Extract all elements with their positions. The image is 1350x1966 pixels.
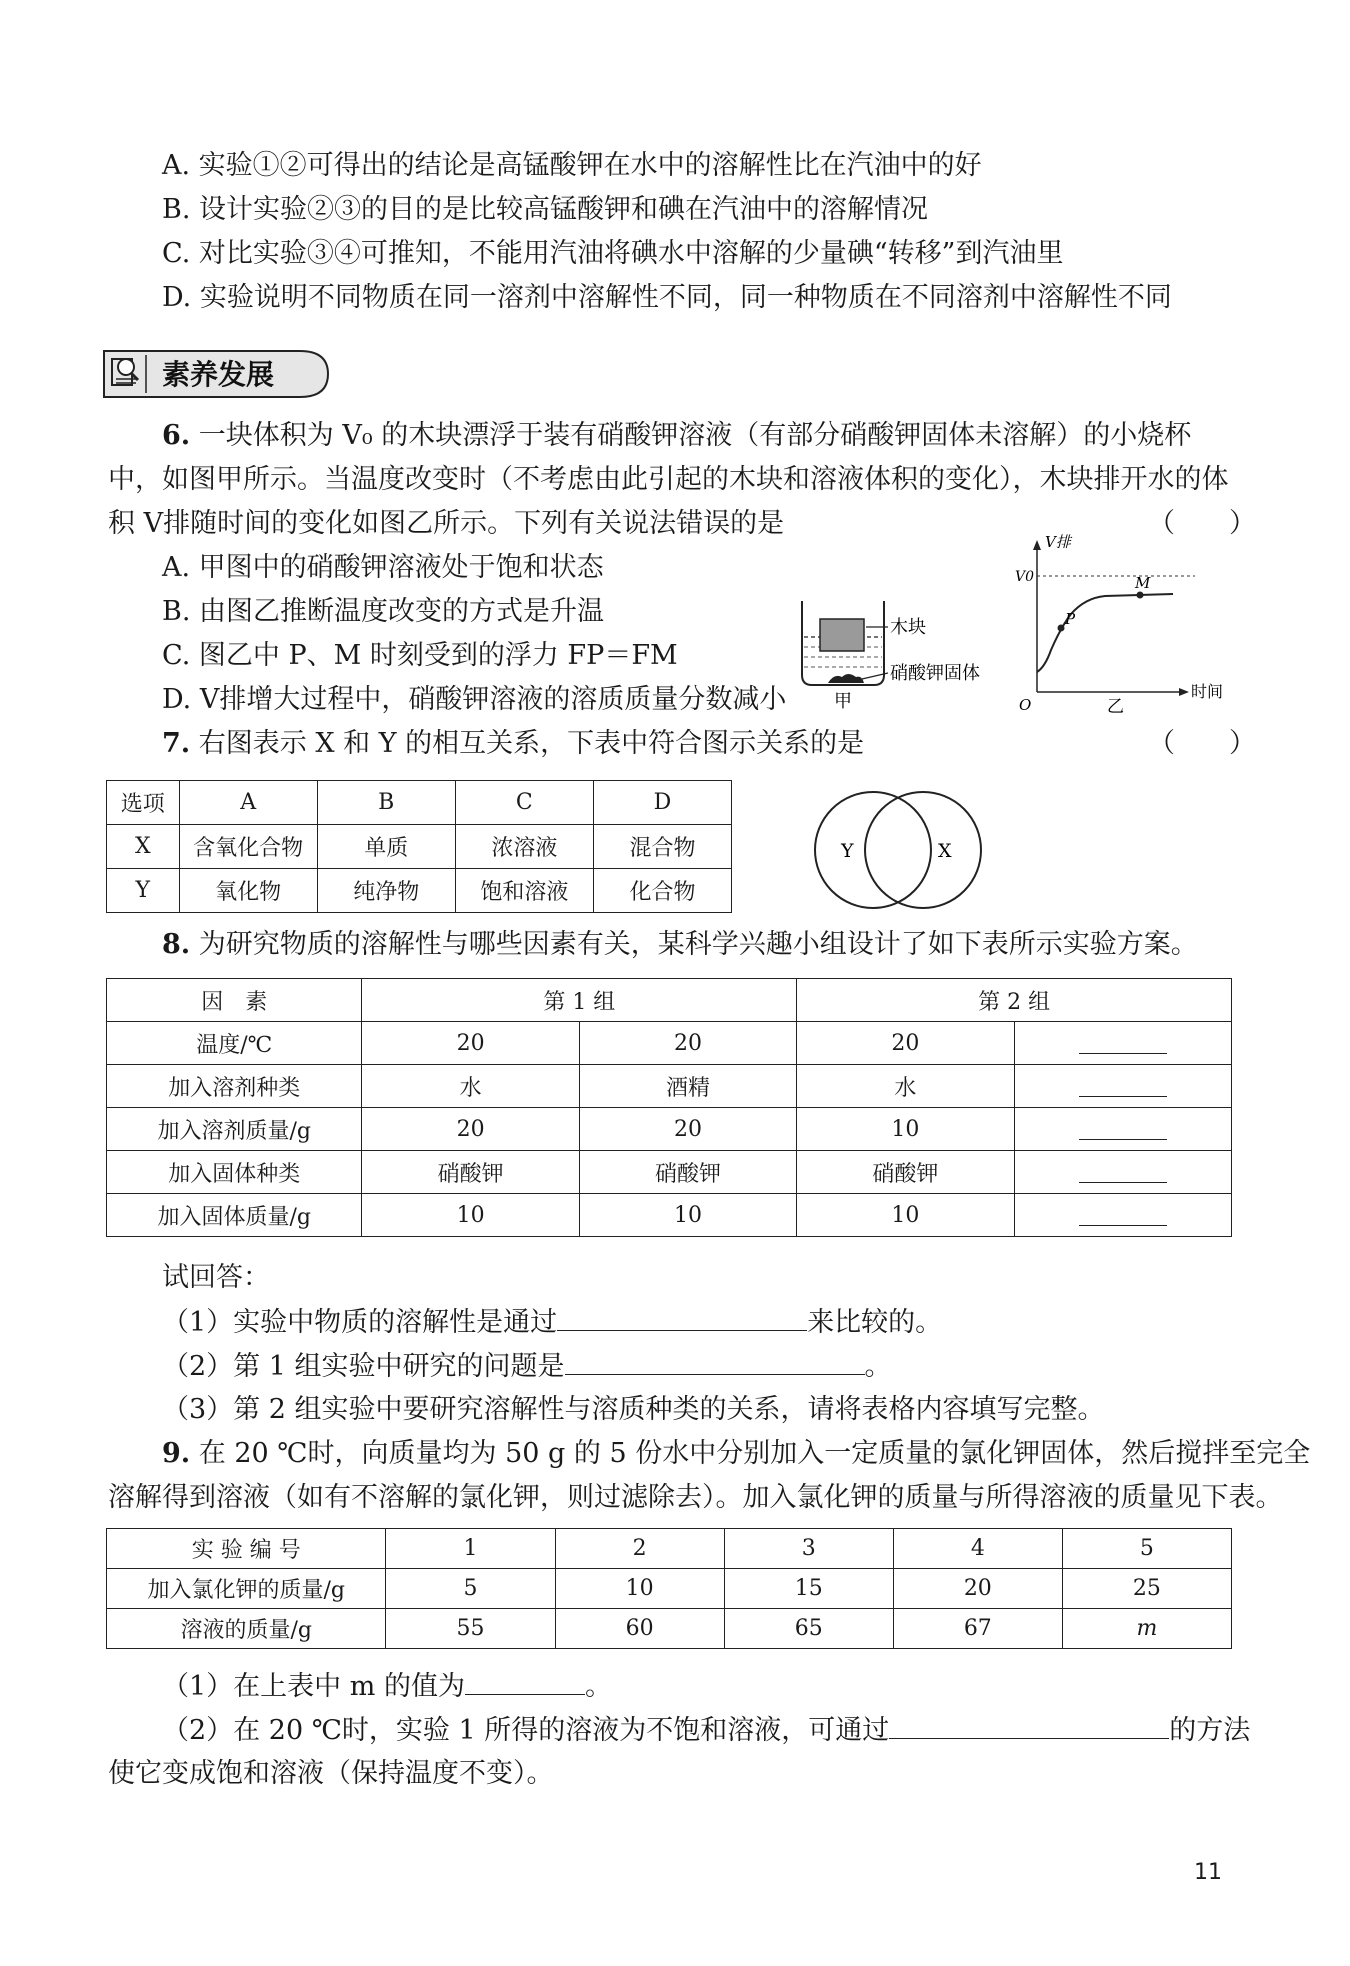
q7-cell: 氧化物 xyxy=(179,869,317,913)
q9-cell: 65 xyxy=(724,1609,893,1649)
q6-text-1: 一块体积为 V₀ 的木块漂浮于装有硝酸钾溶液（有部分硝酸钾固体未溶解）的小烧杯 xyxy=(198,420,1192,451)
q9-sub2-cont: 使它变成饱和溶液（保持温度不变）。 xyxy=(108,1758,554,1789)
section-header xyxy=(100,345,332,403)
q8-cell: 20 xyxy=(579,1022,796,1065)
venn-circle-x xyxy=(865,792,981,908)
q9-sub1-blank[interactable] xyxy=(465,1668,585,1695)
q8-cell: 10 xyxy=(362,1194,579,1237)
q9-cell: 实 验 编 号 xyxy=(107,1529,386,1569)
q6-line3: 积 V排随时间的变化如图乙所示。下列有关说法错误的是 xyxy=(108,508,785,539)
q9-cell: m xyxy=(1062,1609,1231,1649)
q7-cell: 化合物 xyxy=(593,869,731,913)
q9-sub1 xyxy=(162,1668,612,1705)
q8-sub1-tail: 来比较的。 xyxy=(807,1307,943,1338)
q7-table xyxy=(106,780,732,913)
q9-line1 xyxy=(162,1436,1310,1472)
table-row xyxy=(107,1151,1232,1194)
q9-cell: 4 xyxy=(893,1529,1062,1569)
q7-number: 7. xyxy=(162,728,191,759)
label-solid: 硝酸钾固体 xyxy=(890,663,980,684)
q6-line2: 中，如图甲所示。当温度改变时（不考虑由此引起的木块和溶液体积的变化），木块排开水的体 xyxy=(108,464,1229,495)
q8-cell: 加入溶剂质量/g xyxy=(107,1108,362,1151)
fill-blank-solid-mass[interactable] xyxy=(1079,1199,1167,1226)
q8-answer-intro: 试回答： xyxy=(162,1262,270,1293)
q9-cell: 5 xyxy=(1062,1529,1231,1569)
q7-cell: 含氧化合物 xyxy=(179,825,317,869)
q8-cell: 10 xyxy=(797,1108,1014,1151)
q8-table xyxy=(106,978,1232,1237)
q8-cell: 因 素 xyxy=(107,979,362,1022)
page-number: 11 xyxy=(1194,1860,1222,1885)
q9-sub2 xyxy=(162,1712,1250,1749)
q9-cell: 60 xyxy=(555,1609,724,1649)
q8-text: 为研究物质的溶解性与哪些因素有关，某科学兴趣小组设计了如下表所示实验方案。 xyxy=(198,929,1198,960)
q8-cell xyxy=(1014,1065,1231,1108)
q9-cell: 加入氯化钾的质量/g xyxy=(107,1569,386,1609)
table-row xyxy=(107,1569,1232,1609)
q9-number: 9. xyxy=(162,1438,191,1469)
q9-cell: 15 xyxy=(724,1569,893,1609)
q9-cell: 10 xyxy=(555,1569,724,1609)
q8-cell: 第 2 组 xyxy=(797,979,1232,1022)
q8-sub2-text: （2）第 1 组实验中研究的问题是 xyxy=(162,1351,565,1382)
caption-jia: 甲 xyxy=(834,691,852,712)
q9-sub1-text: （1）在上表中 m 的值为 xyxy=(162,1671,465,1702)
q8-sub2-tail: 。 xyxy=(864,1351,892,1382)
q8-line xyxy=(162,927,1198,963)
q9-cell: 67 xyxy=(893,1609,1062,1649)
q8-cell: 水 xyxy=(362,1065,579,1108)
q9-cell: 5 xyxy=(386,1569,555,1609)
q9-text-1: 在 20 ℃时，向质量均为 50 g 的 5 份水中分别加入一定质量的氯化钾固体，然后搅拌至完全 xyxy=(198,1438,1311,1469)
q8-cell: 酒精 xyxy=(579,1065,796,1108)
y-axis-label: V排 xyxy=(1045,533,1071,551)
fill-blank-temperature[interactable] xyxy=(1079,1027,1167,1054)
q9-cell: 2 xyxy=(555,1529,724,1569)
q7-cell: B xyxy=(317,781,455,825)
q7-cell: D xyxy=(593,781,731,825)
venn-diagram xyxy=(805,785,990,915)
q8-sub2-blank[interactable] xyxy=(565,1348,865,1375)
q7-text: 右图表示 X 和 Y 的相互关系，下表中符合图示关系的是 xyxy=(198,728,865,759)
fill-blank-solvent-mass[interactable] xyxy=(1079,1113,1167,1140)
q8-sub2 xyxy=(162,1348,892,1385)
q7-row-y xyxy=(107,869,732,913)
q8-number: 8. xyxy=(162,929,191,960)
q8-cell: 硝酸钾 xyxy=(362,1151,579,1194)
q7-line xyxy=(162,726,864,762)
q6-option-b: B. 由图乙推断温度改变的方式是升温 xyxy=(162,596,605,627)
q8-cell: 硝酸钾 xyxy=(797,1151,1014,1194)
q6-option-c: C. 图乙中 P、M 时刻受到的浮力 FP＝FM xyxy=(162,640,678,671)
m-label: M xyxy=(1135,574,1151,592)
q7-row-x xyxy=(107,825,732,869)
p-label: P xyxy=(1065,610,1076,628)
table-row xyxy=(107,1194,1232,1237)
q8-sub1-text: （1）实验中物质的溶解性是通过 xyxy=(162,1307,558,1338)
q9-cell: 溶液的质量/g xyxy=(107,1609,386,1649)
caption-yi: 乙 xyxy=(1107,697,1124,717)
venn-circle-y xyxy=(815,792,931,908)
venn-label-x: X xyxy=(938,840,952,862)
q6-number: 6. xyxy=(162,420,191,451)
point-m xyxy=(1137,592,1144,599)
q9-sub2-text: （2）在 20 ℃时，实验 1 所得的溶液为不饱和溶液，可通过 xyxy=(162,1715,890,1746)
volume-curve xyxy=(1037,594,1173,672)
q8-sub1 xyxy=(162,1304,942,1341)
q9-cell: 55 xyxy=(386,1609,555,1649)
wood-block xyxy=(820,619,864,651)
solid-crystals xyxy=(828,674,864,683)
q8-cell xyxy=(1014,1194,1231,1237)
table-row xyxy=(107,1108,1232,1151)
section-banner xyxy=(100,345,332,403)
table-row xyxy=(107,1065,1232,1108)
beaker-figure xyxy=(790,595,1015,715)
v0-label: V0 xyxy=(1015,569,1035,585)
table-row xyxy=(107,1609,1232,1649)
q7-cell: X xyxy=(107,825,180,869)
q9-cell: 25 xyxy=(1062,1569,1231,1609)
q8-cell xyxy=(1014,1151,1231,1194)
q8-cell: 20 xyxy=(362,1022,579,1065)
q6-line1 xyxy=(162,418,1191,454)
q8-sub3: （3）第 2 组实验中要研究溶解性与溶质种类的关系，请将表格内容填写完整。 xyxy=(162,1394,1105,1425)
q7-cell: 浓溶液 xyxy=(455,825,593,869)
q8-cell: 加入固体种类 xyxy=(107,1151,362,1194)
q8-cell: 20 xyxy=(579,1108,796,1151)
q5-option-d: D. 实验说明不同物质在同一溶剂中溶解性不同，同一种物质在不同溶剂中溶解性不同 xyxy=(162,282,1172,313)
q7-cell: 单质 xyxy=(317,825,455,869)
q9-sub1-tail: 。 xyxy=(584,1671,612,1702)
section-title: 素养发展 xyxy=(162,358,275,391)
table-row xyxy=(107,1022,1232,1065)
q8-cell: 加入溶剂种类 xyxy=(107,1065,362,1108)
q9-cell: 1 xyxy=(386,1529,555,1569)
q9-cell: 3 xyxy=(724,1529,893,1569)
q9-cell: 20 xyxy=(893,1569,1062,1609)
q7-cell: 纯净物 xyxy=(317,869,455,913)
q8-cell: 第 1 组 xyxy=(362,979,797,1022)
q6-option-d: D. V排增大过程中，硝酸钾溶液的溶质质量分数减小 xyxy=(162,684,787,715)
q5-option-b: B. 设计实验②③的目的是比较高锰酸钾和碘在汽油中的溶解情况 xyxy=(162,194,929,225)
q8-cell xyxy=(1014,1022,1231,1065)
q7-cell: A xyxy=(179,781,317,825)
q8-cell: 10 xyxy=(797,1194,1014,1237)
q7-cell: C xyxy=(455,781,593,825)
q7-cell: Y xyxy=(107,869,180,913)
q5-option-a: A. 实验①②可得出的结论是高锰酸钾在水中的溶解性比在汽油中的好 xyxy=(162,150,982,181)
q8-cell: 20 xyxy=(797,1022,1014,1065)
q7-cell: 选项 xyxy=(107,781,180,825)
q7-cell: 饱和溶液 xyxy=(455,869,593,913)
q8-cell: 加入固体质量/g xyxy=(107,1194,362,1237)
q5-option-c: C. 对比实验③④可推知，不能用汽油将碘水中溶解的少量碘“转移”到汽油里 xyxy=(162,238,1064,269)
point-p xyxy=(1058,625,1065,632)
q8-header-row xyxy=(107,979,1232,1022)
fill-blank-solid-type[interactable] xyxy=(1079,1156,1167,1183)
q8-cell: 20 xyxy=(362,1108,579,1151)
volume-time-graph xyxy=(1015,532,1235,717)
q9-sub2-tail: 的方法 xyxy=(1169,1715,1251,1746)
venn-label-y: Y xyxy=(841,840,854,862)
q8-cell xyxy=(1014,1108,1231,1151)
origin-label: O xyxy=(1019,696,1032,714)
q9-table xyxy=(106,1528,1232,1649)
q8-sub1-blank[interactable] xyxy=(557,1304,807,1331)
q7-answer-paren: （ ） xyxy=(1148,728,1256,759)
q8-cell: 水 xyxy=(797,1065,1014,1108)
q8-cell: 硝酸钾 xyxy=(579,1151,796,1194)
q6-answer-paren: （ ） xyxy=(1148,508,1256,539)
q9-header-row xyxy=(107,1529,1232,1569)
q8-cell: 温度/℃ xyxy=(107,1022,362,1065)
q9-sub2-blank[interactable] xyxy=(889,1712,1169,1739)
x-axis-label: 时间 xyxy=(1191,682,1224,701)
q7-header-row xyxy=(107,781,732,825)
q8-cell: 10 xyxy=(579,1194,796,1237)
q9-line2: 溶解得到溶液（如有不溶解的氯化钾，则过滤除去）。加入氯化钾的质量与所得溶液的质量见下表。 xyxy=(108,1482,1283,1513)
q7-cell: 混合物 xyxy=(593,825,731,869)
q6-option-a: A. 甲图中的硝酸钾溶液处于饱和状态 xyxy=(162,552,604,583)
label-wood-block: 木块 xyxy=(890,617,926,638)
fill-blank-solvent-type[interactable] xyxy=(1079,1070,1167,1097)
